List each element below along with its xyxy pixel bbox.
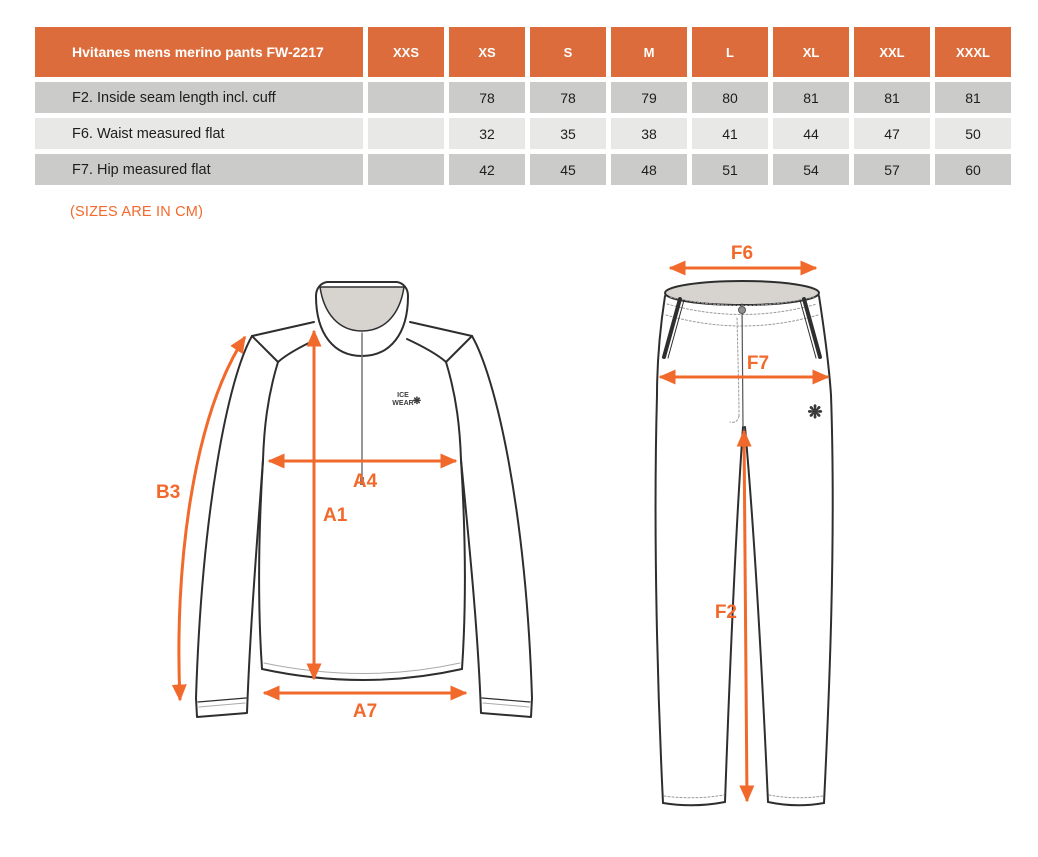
size-value-cell: 32 — [449, 118, 525, 149]
size-value-cell: 81 — [935, 82, 1011, 113]
size-header-l: L — [692, 27, 768, 77]
arrow-f2 — [744, 431, 747, 801]
size-value-cell: 47 — [854, 118, 930, 149]
size-header-xs: XS — [449, 27, 525, 77]
size-value-cell: 78 — [449, 82, 525, 113]
size-table — [35, 27, 1011, 185]
size-header-xxxl: XXXL — [935, 27, 1011, 77]
measurement-label: F6. Waist measured flat — [35, 118, 363, 149]
table-row — [35, 154, 1011, 185]
size-value-cell: 54 — [773, 154, 849, 185]
size-value-cell: 51 — [692, 154, 768, 185]
svg-text:WEAR: WEAR — [392, 400, 414, 407]
size-value-cell: 42 — [449, 154, 525, 185]
size-value-cell — [368, 82, 444, 113]
snowflake-logo-icon: ❋ — [807, 402, 823, 422]
table-header-row — [35, 27, 1011, 77]
pocket-right — [804, 299, 820, 357]
pants-measurement-diagram — [630, 240, 870, 840]
size-value-cell: 50 — [935, 118, 1011, 149]
shirt-measurement-diagram — [140, 250, 580, 750]
size-header-m: M — [611, 27, 687, 77]
size-value-cell: 38 — [611, 118, 687, 149]
label-f6: F6 — [730, 243, 754, 264]
label-f2: F2 — [714, 602, 737, 623]
size-value-cell — [368, 118, 444, 149]
size-header-xxl: XXL — [854, 27, 930, 77]
size-value-cell: 41 — [692, 118, 768, 149]
size-value-cell: 81 — [854, 82, 930, 113]
icewear-logo — [392, 392, 422, 407]
size-header-s: S — [530, 27, 606, 77]
arrow-b3 — [179, 337, 245, 700]
shirt-outline — [196, 282, 532, 717]
svg-text:ICE: ICE — [397, 392, 409, 399]
size-value-cell: 48 — [611, 154, 687, 185]
table-row — [35, 82, 1011, 113]
sizes-unit-note: (SIZES ARE IN CM) — [70, 204, 204, 220]
label-a4: A4 — [352, 471, 378, 492]
size-value-cell: 44 — [773, 118, 849, 149]
label-a1: A1 — [323, 505, 348, 526]
waist-button — [739, 307, 746, 314]
size-value-cell: 81 — [773, 82, 849, 113]
table-row — [35, 118, 1011, 149]
pocket-left — [664, 299, 680, 357]
product-title: Hvitanes mens merino pants FW-2217 — [35, 27, 363, 77]
measurement-label: F2. Inside seam length incl. cuff — [35, 82, 363, 113]
size-header-xl: XL — [773, 27, 849, 77]
size-value-cell: 79 — [611, 82, 687, 113]
size-value-cell: 45 — [530, 154, 606, 185]
label-a7: A7 — [352, 701, 378, 722]
waist-opening — [665, 281, 819, 305]
size-value-cell: 60 — [935, 154, 1011, 185]
size-value-cell: 80 — [692, 82, 768, 113]
label-f7: F7 — [746, 353, 770, 374]
label-b3: B3 — [156, 482, 181, 503]
size-value-cell: 78 — [530, 82, 606, 113]
measurement-label: F7. Hip measured flat — [35, 154, 363, 185]
size-value-cell: 35 — [530, 118, 606, 149]
pants-measurement-arrows — [660, 268, 828, 801]
size-value-cell — [368, 154, 444, 185]
fly-seam — [742, 304, 743, 426]
snowflake-icon: ❋ — [412, 396, 422, 407]
size-header-xxs: XXS — [368, 27, 444, 77]
size-value-cell: 57 — [854, 154, 930, 185]
